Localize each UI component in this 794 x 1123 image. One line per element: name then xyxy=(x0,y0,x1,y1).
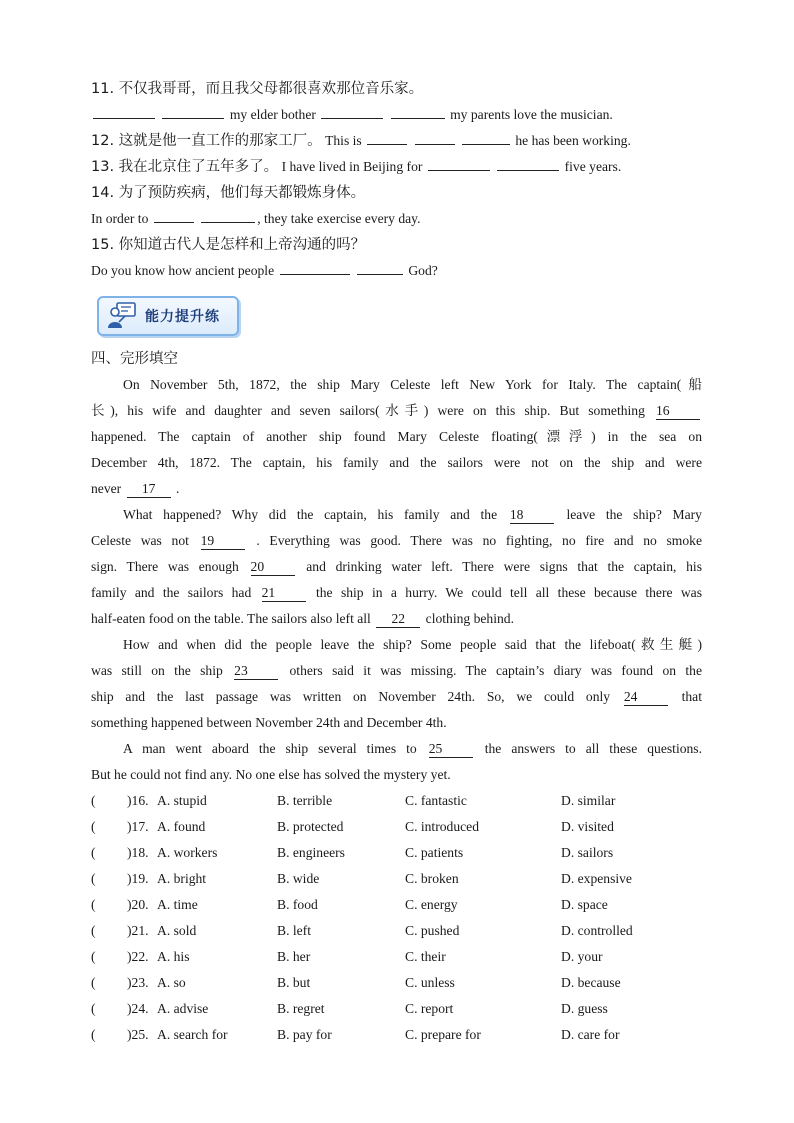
cloze-blank-21[interactable]: 21 xyxy=(262,585,306,602)
passage-text: A man went aboard the ship several times to xyxy=(123,741,417,756)
question-number: )16. xyxy=(127,793,149,808)
option-c[interactable]: C. unless xyxy=(405,975,455,990)
answer-paren[interactable]: ( xyxy=(91,897,96,912)
answer-paren[interactable]: ( xyxy=(91,845,96,860)
passage-line xyxy=(91,684,702,710)
answer-paren[interactable]: ( xyxy=(91,923,96,938)
passage-text: . xyxy=(176,481,180,496)
option-b[interactable]: B. her xyxy=(277,949,311,964)
question-number: )20. xyxy=(127,897,149,912)
option-c[interactable]: C. introduced xyxy=(405,819,479,834)
answer-paren[interactable]: ( xyxy=(91,1001,96,1016)
answer-paren[interactable]: ( xyxy=(91,975,96,990)
option-b[interactable]: B. but xyxy=(277,975,311,990)
passage-line xyxy=(91,632,702,658)
cloze-blank-25[interactable]: 25 xyxy=(429,741,473,758)
option-d[interactable]: D. guess xyxy=(561,1001,608,1016)
question-number: )23. xyxy=(127,975,149,990)
question-number: )24. xyxy=(127,1001,149,1016)
passage-line xyxy=(91,450,702,476)
option-c[interactable]: C. fantastic xyxy=(405,793,467,808)
passage-line xyxy=(91,554,702,580)
passage-line xyxy=(91,736,702,762)
option-d[interactable]: D. because xyxy=(561,975,621,990)
passage-text: never xyxy=(91,481,122,496)
option-d[interactable]: D. expensive xyxy=(561,871,632,886)
q13-blank-1[interactable] xyxy=(428,156,490,171)
passage-line xyxy=(91,398,702,424)
passage-line xyxy=(91,658,702,684)
q15-english: Do you know how ancient people God? xyxy=(91,258,702,284)
cloze-blank-18[interactable]: 18 xyxy=(510,507,554,524)
teacher-at-board-icon xyxy=(107,301,137,329)
option-row xyxy=(91,814,702,840)
option-a[interactable]: A. workers xyxy=(157,845,218,860)
question-number: )19. xyxy=(127,871,149,886)
option-b[interactable]: B. protected xyxy=(277,819,344,834)
worksheet-page xyxy=(91,76,702,1048)
option-a[interactable]: A. his xyxy=(157,949,190,964)
passage-line xyxy=(91,502,702,528)
q11-blank-1[interactable] xyxy=(93,104,155,119)
q12-blank-1[interactable] xyxy=(367,130,407,145)
option-d[interactable]: D. space xyxy=(561,897,608,912)
option-a[interactable]: A. sold xyxy=(157,923,197,938)
option-a[interactable]: A. advise xyxy=(157,1001,209,1016)
option-c[interactable]: C. broken xyxy=(405,871,459,886)
question-number: )17. xyxy=(127,819,149,834)
passage-text: happened. The captain of another ship found Mary Celeste floating(漂浮) in the sea on xyxy=(91,429,702,444)
passage-text: On November 5th, 1872, the ship Mary Celeste left New York for Italy. The captain(船 xyxy=(123,377,702,392)
q11-english: my elder bother my parents love the musician. xyxy=(91,102,702,128)
option-d[interactable]: D. visited xyxy=(561,819,614,834)
option-d[interactable]: D. controlled xyxy=(561,923,633,938)
passage-text: sign. There was enough xyxy=(91,559,239,574)
option-d[interactable]: D. your xyxy=(561,949,603,964)
passage-text: But he could not find any. No one else has solved the mystery yet. xyxy=(91,767,451,782)
passage-line xyxy=(91,528,702,554)
option-b[interactable]: B. left xyxy=(277,923,311,938)
q14-chinese: 14. 为了预防疾病，他们每天都锻炼身体。 xyxy=(91,185,366,201)
answer-paren[interactable]: ( xyxy=(91,1027,96,1042)
answer-paren[interactable]: ( xyxy=(91,871,96,886)
option-c[interactable]: C. their xyxy=(405,949,446,964)
option-c[interactable]: C. patients xyxy=(405,845,464,860)
passage-text: family and the sailors had xyxy=(91,585,252,600)
answer-paren[interactable]: ( xyxy=(91,949,96,964)
passage-line xyxy=(91,580,702,606)
answer-paren[interactable]: ( xyxy=(91,819,96,834)
passage-text: What happened? Why did the captain, his family and the xyxy=(123,507,498,522)
cloze-blank-16[interactable]: 16 xyxy=(656,403,700,420)
passage-text: half-eaten food on the table. The sailors also left all xyxy=(91,611,371,626)
q12: 12. 这就是他一直工作的那家工厂。 This is he has been working. xyxy=(91,128,702,154)
answer-paren[interactable]: ( xyxy=(91,793,96,808)
cloze-blank-22[interactable]: 22 xyxy=(376,611,420,628)
option-row xyxy=(91,996,702,1022)
passage-line xyxy=(91,476,702,502)
passage-text: December 4th, 1872. The captain, his family and the sailors were not on the ship and were xyxy=(91,455,702,470)
passage-text: the ship in a hurry. We could tell all these because there was xyxy=(315,585,702,600)
question-number: )18. xyxy=(127,845,149,860)
cloze-blank-17[interactable]: 17 xyxy=(127,481,171,498)
option-b[interactable]: B. food xyxy=(277,897,318,912)
option-d[interactable]: D. similar xyxy=(561,793,616,808)
q11-chinese: 11. 不仅我哥哥，而且我父母都很喜欢那位音乐家。 xyxy=(91,81,424,97)
option-row xyxy=(91,866,702,892)
ability-practice-banner: 能力提升练 xyxy=(97,296,239,336)
option-row xyxy=(91,918,702,944)
q14-english: In order to , they take exercise every day. xyxy=(91,206,702,232)
q12-blank-2[interactable] xyxy=(415,130,455,145)
q11-blank-4[interactable] xyxy=(391,104,445,119)
q14-blank-2[interactable] xyxy=(201,208,255,223)
passage-text: was still on the ship xyxy=(91,663,223,678)
option-c[interactable]: C. prepare for xyxy=(405,1027,481,1042)
option-c[interactable]: C. report xyxy=(405,1001,454,1016)
option-a[interactable]: A. time xyxy=(157,897,198,912)
question-number: )21. xyxy=(127,923,149,938)
option-c[interactable]: C. pushed xyxy=(405,923,460,938)
q11-blank-2[interactable] xyxy=(162,104,224,119)
passage-line xyxy=(91,762,702,788)
passage-line xyxy=(91,372,702,398)
option-d[interactable]: D. sailors xyxy=(561,845,614,860)
option-b[interactable]: B. wide xyxy=(277,871,320,886)
option-a[interactable]: A. search for xyxy=(157,1027,228,1042)
passage-text: and drinking water left. There were signs that the captain, his xyxy=(306,559,702,574)
q11-blank-3[interactable] xyxy=(321,104,383,119)
passage-text: others said it was missing. The captain’s diary was found on the xyxy=(289,663,702,678)
passage-line xyxy=(91,606,702,632)
cloze-blank-24[interactable]: 24 xyxy=(624,689,668,706)
passage-text: leave the ship? Mary xyxy=(566,507,702,522)
passage-text: clothing behind. xyxy=(425,611,515,626)
passage-text: the answers to all these questions. xyxy=(484,741,702,756)
question-number: )22. xyxy=(127,949,149,964)
passage-line xyxy=(91,710,702,736)
option-b[interactable]: B. engineers xyxy=(277,845,345,860)
option-a[interactable]: A. stupid xyxy=(157,793,207,808)
cloze-blank-20[interactable]: 20 xyxy=(251,559,295,576)
section-title: 四、完形填空 xyxy=(91,351,178,367)
option-row xyxy=(91,840,702,866)
cloze-blank-23[interactable]: 23 xyxy=(234,663,278,680)
q12-blank-3[interactable] xyxy=(462,130,510,145)
passage-text: Celeste was not xyxy=(91,533,189,548)
option-d[interactable]: D. care for xyxy=(561,1027,620,1042)
q15-blank-2[interactable] xyxy=(357,260,403,275)
passage-text: . Everything was good. There was no fighting, no fire and no smoke xyxy=(256,533,702,548)
question-number: )25. xyxy=(127,1027,149,1042)
passage-text: How and when did the people leave the ship? Some people said that the lifeboat(救生艇) xyxy=(123,637,702,652)
options-list xyxy=(91,788,702,1048)
q15-chinese: 15. 你知道古代人是怎样和上帝沟通的吗？ xyxy=(91,237,366,253)
q15-blank-1[interactable] xyxy=(280,260,350,275)
passage-text: that xyxy=(681,689,702,704)
passage-line xyxy=(91,424,702,450)
option-c[interactable]: C. energy xyxy=(405,897,458,912)
cloze-passage xyxy=(91,372,702,788)
option-row xyxy=(91,788,702,814)
option-b[interactable]: B. pay for xyxy=(277,1027,332,1042)
option-row xyxy=(91,970,702,996)
passage-text: 长), his wife and daughter and seven sailors(水手) were on this ship. But something xyxy=(91,403,645,418)
q13: 13. 我在北京住了五年多了。 I have lived in Beijing for five years. xyxy=(91,154,702,180)
q14-blank-1[interactable] xyxy=(154,208,194,223)
option-a[interactable]: A. found xyxy=(157,819,206,834)
passage-text: ship and the last passage was written on November 24th. So, we could only xyxy=(91,689,611,704)
option-row xyxy=(91,892,702,918)
option-row xyxy=(91,944,702,970)
passage-text: something happened between November 24th and December 4th. xyxy=(91,715,447,730)
option-b[interactable]: B. terrible xyxy=(277,793,333,808)
cloze-blank-19[interactable]: 19 xyxy=(201,533,245,550)
option-a[interactable]: A. bright xyxy=(157,871,207,886)
option-b[interactable]: B. regret xyxy=(277,1001,325,1016)
option-row xyxy=(91,1022,702,1048)
q13-blank-2[interactable] xyxy=(497,156,559,171)
option-a[interactable]: A. so xyxy=(157,975,186,990)
